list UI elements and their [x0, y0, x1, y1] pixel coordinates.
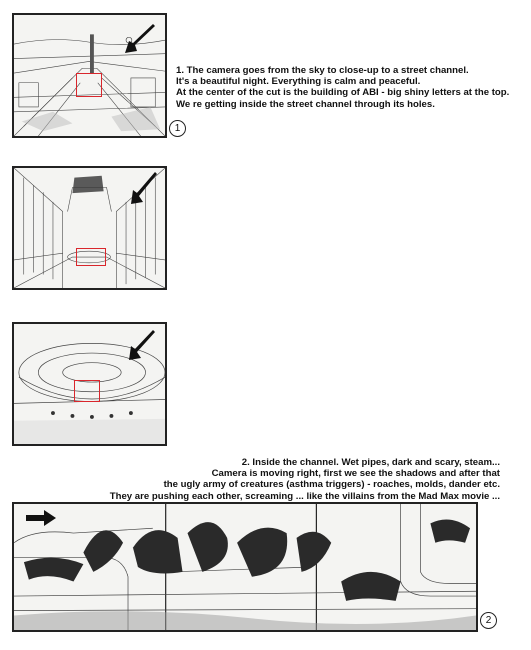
pan-right-arrow-icon — [26, 510, 56, 526]
camera-arrow-icon — [123, 23, 157, 55]
scene-2-line-3: the ugly army of creatures (asthma triggers) - roaches, molds, dander etc. — [163, 479, 500, 491]
sewer-creatures-sketch — [14, 504, 476, 630]
scene-1-line-4: We re getting inside the street channel through its holes. — [176, 98, 435, 110]
scene-1-line-2: It's a beautiful night. Everything is calm and peaceful. — [176, 76, 421, 88]
storyboard-panorama-panel — [12, 502, 478, 632]
storyboard-panel-1 — [12, 13, 167, 138]
scene-2-description — [110, 457, 500, 502]
scene-2-number: 2 — [480, 612, 497, 629]
camera-arrow-icon — [127, 330, 157, 362]
camera-arrow-icon — [129, 172, 159, 206]
focus-box — [74, 380, 100, 402]
scene-1-number: 1 — [169, 120, 186, 137]
scene-2-line-4: They are pushing each other, screaming ... like the villains from the Mad Max movie ... — [109, 490, 500, 502]
focus-box — [76, 248, 106, 266]
scene-1-line-3: At the center of the cut is the building of ABI - big shiny letters at the top. — [176, 87, 510, 99]
storyboard-panel-3 — [12, 322, 167, 446]
focus-box — [76, 73, 102, 97]
scene-1-description — [176, 65, 509, 110]
scene-2-line-2: Camera is moving right, first we see the shadows and after that — [211, 468, 500, 480]
storyboard-panel-2 — [12, 166, 167, 290]
scene-2-line-1: 2. Inside the channel. Wet pipes, dark and scary, steam... — [241, 457, 500, 468]
scene-1-line-1: 1. The camera goes from the sky to close-up to a street channel. — [176, 65, 469, 76]
